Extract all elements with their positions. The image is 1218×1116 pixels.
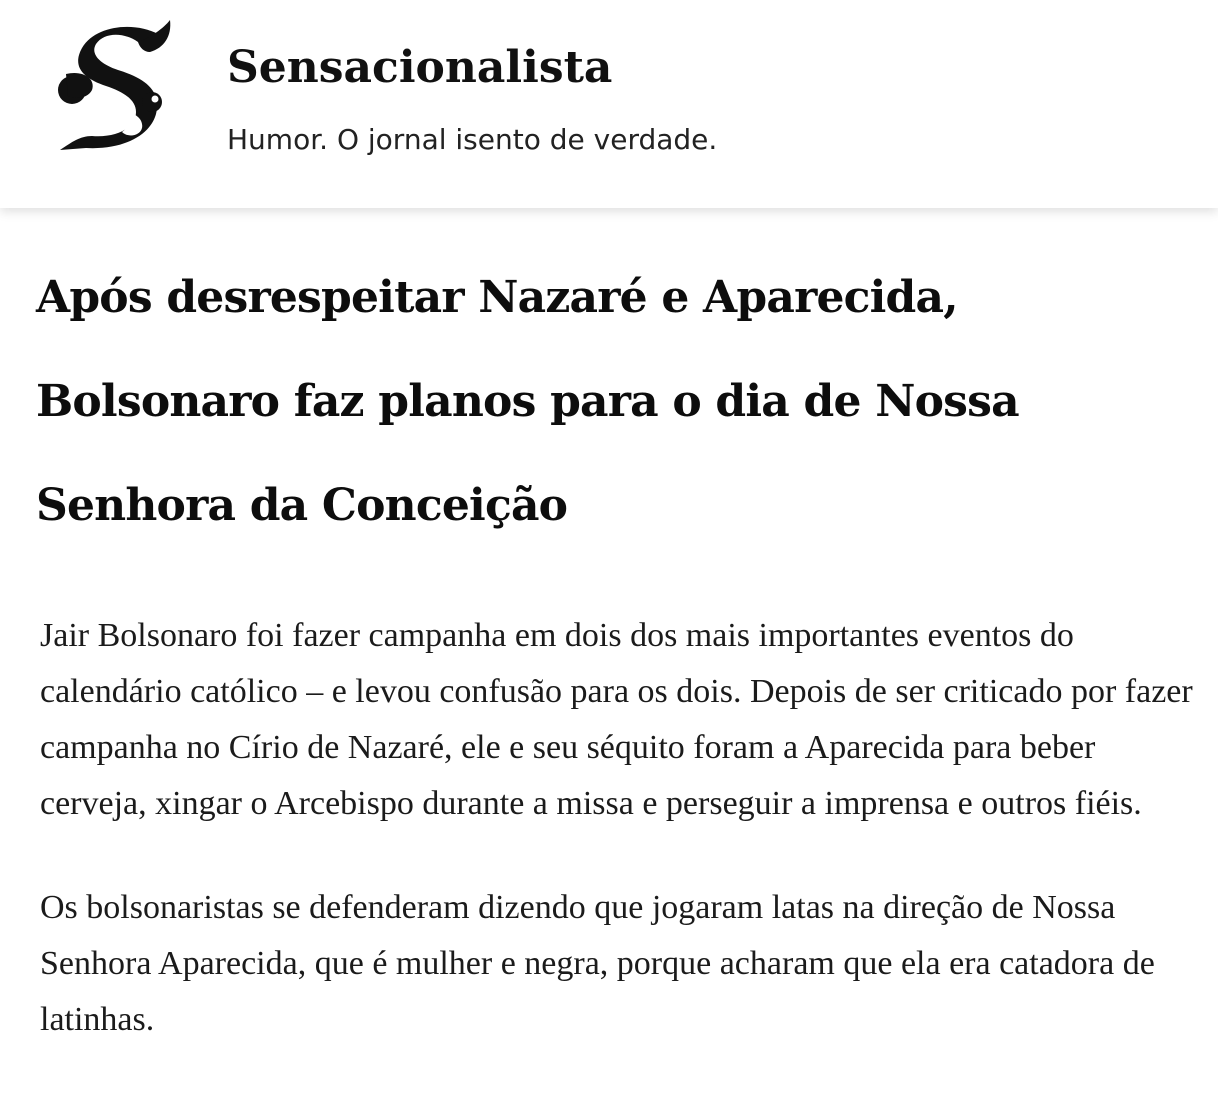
article-body: [40, 608, 1200, 1096]
article-paragraph: Os bolsonaristas se defenderam dizendo que jogaram latas na direção de Nossa Senhora Aparecida, que é mulher e negra, porque acharam que ela era catadora de latinhas.: [40, 889, 1155, 1038]
site-logo[interactable]: [52, 18, 178, 154]
site-header: [0, 0, 1218, 208]
article-headline: Após desrespeitar Nazaré e Aparecida, Bolsonaro faz planos para o dia de Nossa Senhora da Conceição: [36, 272, 1019, 531]
site-tagline: Humor. O jornal isento de verdade.: [227, 123, 718, 156]
site-title[interactable]: Sensacionalista: [227, 42, 613, 93]
article-paragraph: Jair Bolsonaro foi fazer campanha em dois dos mais importantes eventos do calendário católico – e levou confusão para os dois. Depois de ser criticado por fazer campanha no Círio de Nazaré, ele e seu séquito foram a Aparecida para beber cerveja, xingar o Arcebispo durante a missa e perseguir a imprensa e outros fiéis.: [40, 617, 1193, 822]
gothic-s-logo-icon: [52, 18, 178, 154]
